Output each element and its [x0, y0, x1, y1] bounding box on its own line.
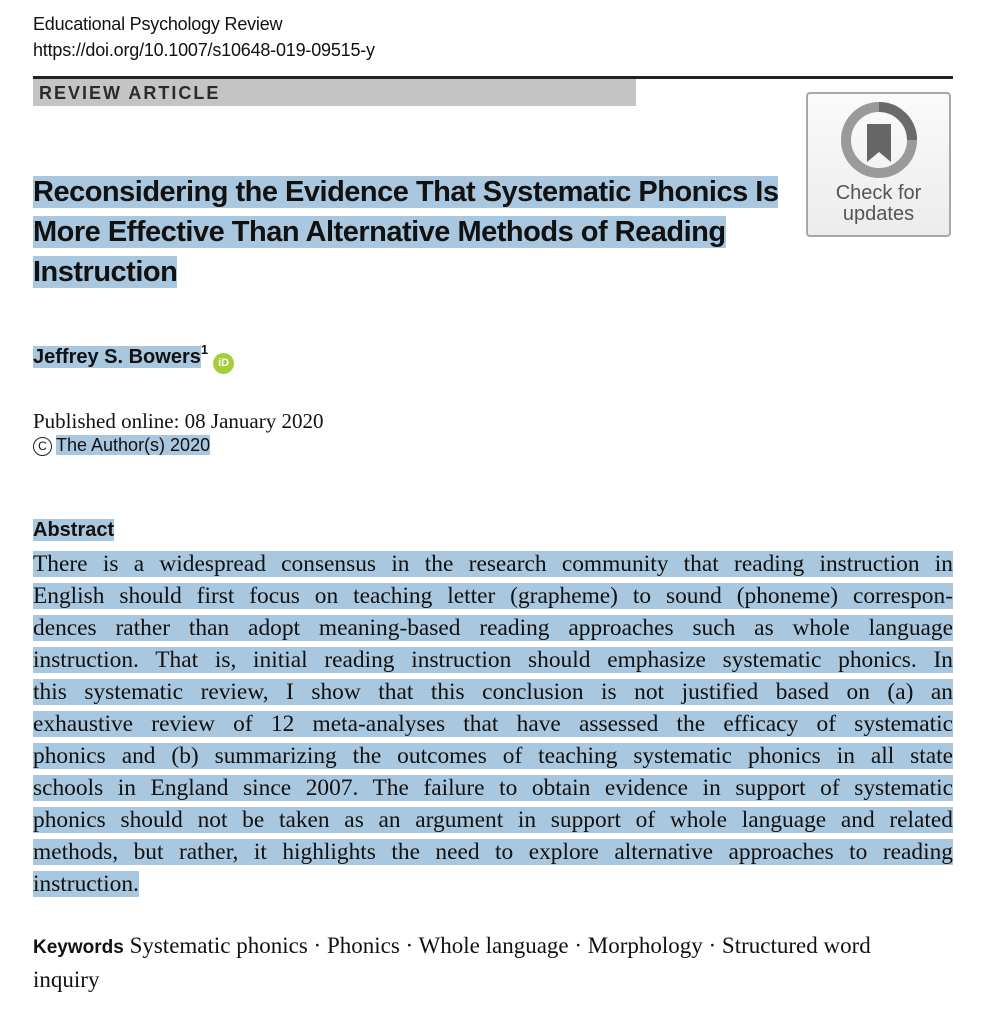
keywords-label: Keywords — [33, 937, 124, 958]
title-line-3: Instruction — [33, 256, 178, 288]
journal-name: Educational Psychology Review — [33, 14, 283, 34]
abstract-line: schools in England since 2007. The failure to obtain evidence in support of systematic — [33, 775, 953, 801]
abstract-line: this systematic review, I show that this conclusion is not justified based on (a) an — [33, 679, 953, 705]
author-line — [33, 336, 234, 374]
abstract-line: methods, but rather, it highlights the need to explore alternative approaches to reading — [33, 839, 953, 865]
copyright-holder: The Author(s) 2020 — [56, 435, 211, 455]
crossmark-icon — [839, 100, 919, 180]
badge-line-1: Check for — [835, 182, 922, 204]
keywords-list: Systematic phonics · Phonics · Whole language · Morphology · Structured word inquiry — [33, 933, 871, 992]
article-type-label: REVIEW ARTICLE — [33, 79, 636, 106]
badge-line-2: updates — [842, 203, 915, 225]
abstract-line: English should first focus on teaching letter (grapheme) to sound (phoneme) correspon- — [33, 583, 953, 609]
abstract-heading-text: Abstract — [33, 519, 115, 541]
title-line-2: More Effective Than Alternative Methods of Reading — [33, 216, 726, 248]
published-date: Published online: 08 January 2020 — [33, 409, 324, 433]
orcid-icon[interactable]: iD — [213, 353, 234, 374]
abstract-body — [33, 548, 953, 900]
abstract-line: phonics and (b) summarizing the outcomes of teaching systematic phonics in all state — [33, 743, 953, 769]
keywords-section — [33, 930, 933, 996]
abstract-line: instruction. That is, initial reading instruction should emphasize systematic phonics. In — [33, 647, 953, 673]
affiliation-mark[interactable]: 1 — [200, 342, 209, 357]
author-name[interactable]: Jeffrey S. Bowers — [33, 346, 201, 368]
abstract-line: There is a widespread consensus in the research community that reading instruction in — [33, 551, 953, 577]
check-for-updates-badge[interactable] — [806, 92, 951, 237]
abstract-line: instruction. — [33, 871, 139, 897]
abstract-heading — [33, 516, 114, 544]
doi-link[interactable]: https://doi.org/10.1007/s10648-019-09515-y — [33, 40, 375, 60]
copyright-icon: C — [33, 437, 52, 456]
title-line-1: Reconsidering the Evidence That Systematic Phonics Is — [33, 176, 779, 208]
copyright-line — [33, 433, 210, 457]
abstract-line: phonics should not be taken as an argument in support of whole language and related — [33, 807, 953, 833]
article-title — [33, 172, 793, 292]
abstract-line: dences rather than adopt meaning-based reading approaches such as whole language — [33, 615, 953, 641]
abstract-line: exhaustive review of 12 meta-analyses that have assessed the efficacy of systematic — [33, 711, 953, 737]
